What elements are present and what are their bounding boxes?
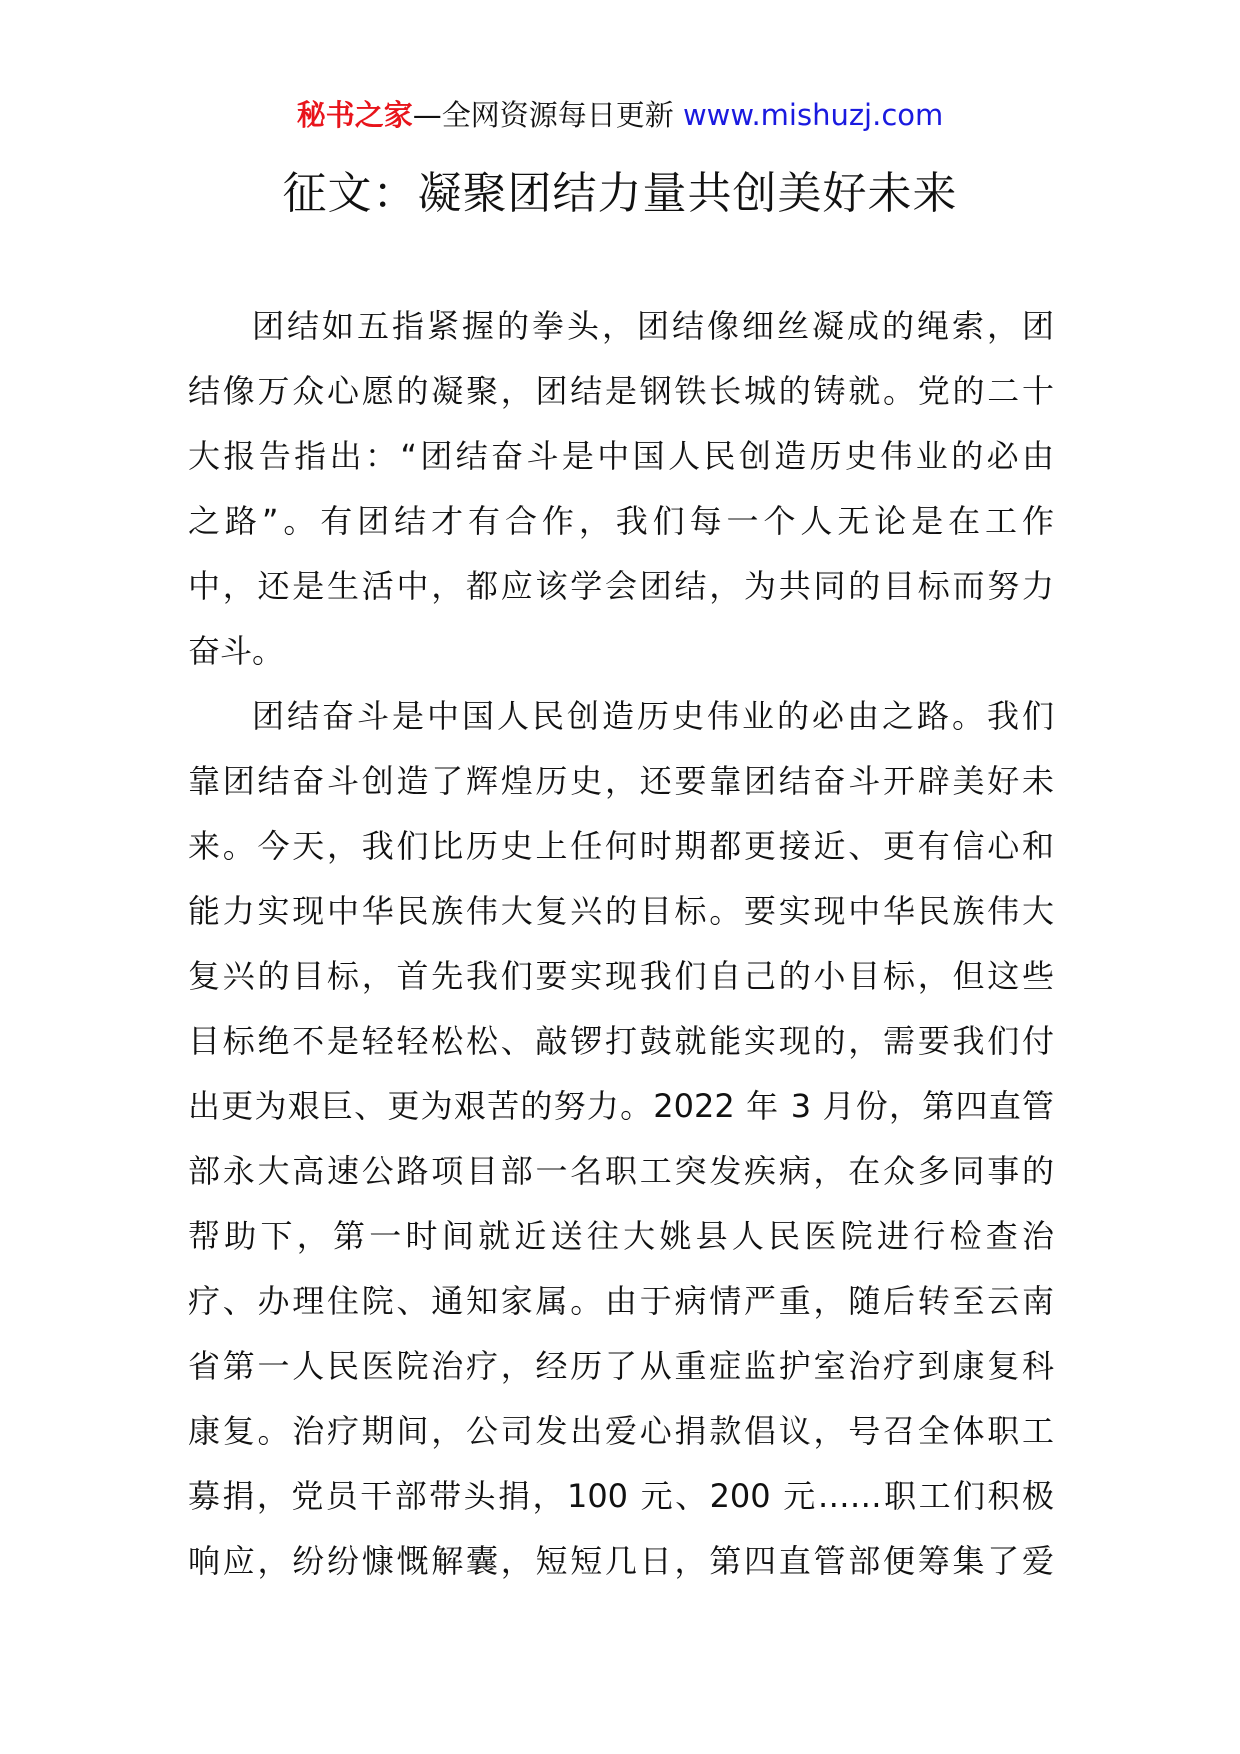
brand-name: 秘书之家: [296, 98, 413, 132]
paragraph-1-line: 结像万众心愿的凝聚，团结是钢铁长城的铸就。党的二十: [188, 372, 1054, 410]
site-tagline: —全网资源每日更新: [412, 98, 683, 132]
paragraph-1-line: 中，还是生活中，都应该学会团结，为共同的目标而努力: [188, 567, 1054, 605]
paragraph-2-line: 帮助下，第一时间就近送往大姚县人民医院进行检查治: [188, 1217, 1054, 1255]
document-title: 征文：凝聚团结力量共创美好未来: [282, 168, 958, 219]
paragraph-2-line: 响应，纷纷慷慨解囊，短短几日，第四直管部便筹集了爱: [188, 1542, 1054, 1580]
paragraph-2-line: 部永大高速公路项目部一名职工突发疾病，在众多同事的: [188, 1152, 1054, 1190]
paragraph-1-line: 之路”。有团结才有合作，我们每一个人无论是在工作: [188, 502, 1054, 540]
paragraph-2-line: 来。今天，我们比历史上任何时期都更接近、更有信心和: [188, 827, 1054, 865]
paragraph-1-line: 奋斗。: [188, 632, 285, 670]
site-url-link[interactable]: www.mishuzj.com: [682, 98, 944, 132]
paragraph-2-line: 复兴的目标，首先我们要实现我们自己的小目标，但这些: [188, 957, 1054, 995]
paragraph-2-line: 目标绝不是轻轻松松、敲锣打鼓就能实现的，需要我们付: [188, 1022, 1054, 1060]
paragraph-2-line: 疗、办理住院、通知家属。由于病情严重，随后转至云南: [188, 1282, 1054, 1320]
paragraph-2-line: 能力实现中华民族伟大复兴的目标。要实现中华民族伟大: [188, 892, 1054, 930]
paragraph-1-line: 大报告指出：“团结奋斗是中国人民创造历史伟业的必由: [188, 437, 1054, 475]
paragraph-2-line: 募捐，党员干部带头捐，100 元、200 元……职工们积极: [188, 1477, 1054, 1515]
paragraph-1-line: 团结如五指紧握的拳头，团结像细丝凝成的绳索，团: [252, 307, 1054, 345]
paragraph-2-line: 康复。治疗期间，公司发出爱心捐款倡议，号召全体职工: [188, 1412, 1054, 1450]
paragraph-2-line: 出更为艰巨、更为艰苦的努力。2022 年 3 月份，第四直管: [188, 1087, 1054, 1125]
paragraph-2-line: 靠团结奋斗创造了辉煌历史，还要靠团结奋斗开辟美好未: [188, 762, 1054, 800]
paragraph-2-line: 团结奋斗是中国人民创造历史伟业的必由之路。我们: [252, 697, 1054, 735]
document-body: [188, 294, 1054, 1594]
site-header: [0, 98, 1240, 132]
paragraph-2-line: 省第一人民医院治疗，经历了从重症监护室治疗到康复科: [188, 1347, 1054, 1385]
